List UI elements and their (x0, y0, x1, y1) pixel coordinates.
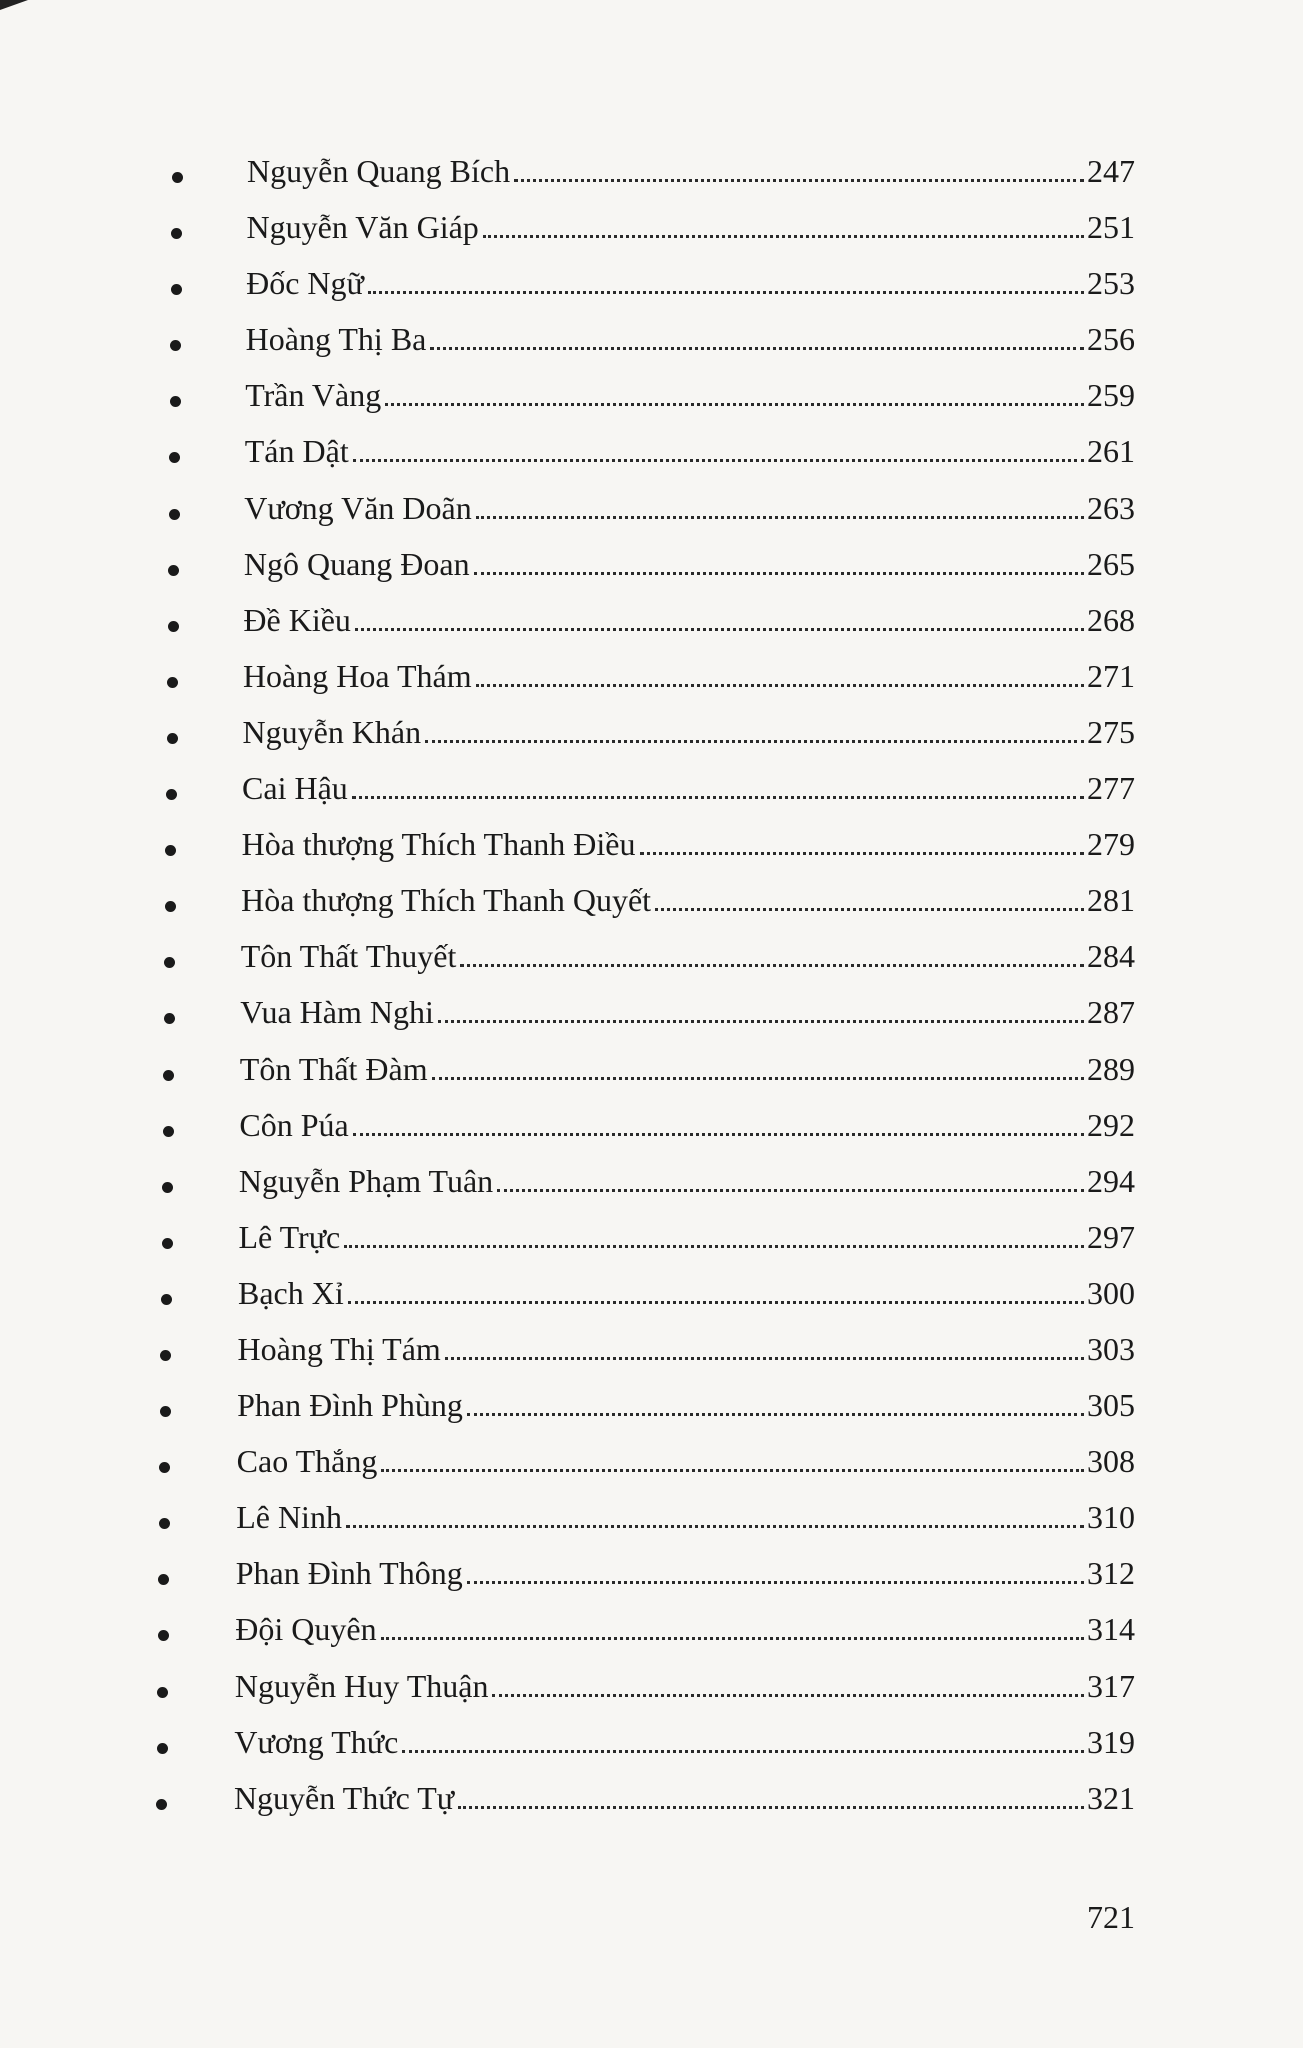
toc-entry-page: 268 (1087, 601, 1135, 638)
bullet-icon (167, 677, 178, 688)
toc-entry-line (246, 263, 1135, 303)
toc-entry-title: Vương Văn Doãn (244, 489, 472, 526)
toc-entry (0, 1778, 1303, 1834)
toc-entry-page: 317 (1087, 1667, 1135, 1704)
bullet-icon (161, 1294, 172, 1305)
dot-leader (385, 403, 1084, 406)
toc-entry-line (235, 1609, 1135, 1649)
toc-entry-page: 247 (1087, 153, 1135, 189)
toc-entry-title: Hoàng Thị Tám (237, 1330, 441, 1367)
scan-corner-mark (0, 0, 28, 10)
toc-entry-page: 271 (1087, 657, 1135, 694)
bullet-icon (163, 1070, 174, 1081)
dot-leader (381, 1637, 1084, 1640)
toc-entry-line (235, 1666, 1135, 1706)
toc-entry-page: 292 (1087, 1106, 1135, 1143)
toc-entry-title: Ngô Quang Đoan (243, 545, 470, 582)
bullet-icon (165, 901, 176, 912)
toc-entry-page: 300 (1087, 1274, 1135, 1311)
toc-entry-line (234, 1722, 1135, 1762)
toc-entry-page: 321 (1087, 1779, 1135, 1816)
bullet-icon (160, 1406, 171, 1417)
dot-leader (514, 179, 1084, 182)
toc-entry (0, 712, 1303, 768)
bullet-icon (171, 284, 182, 295)
dot-leader (460, 964, 1084, 967)
toc-entry-line (244, 544, 1135, 584)
bullet-icon (169, 452, 180, 463)
dot-leader (476, 684, 1084, 687)
toc-entry (0, 1105, 1303, 1161)
toc-entry-line (244, 488, 1135, 528)
dot-leader (655, 908, 1084, 911)
dot-leader (425, 740, 1084, 743)
toc-entry-line (239, 1161, 1135, 1201)
toc-entry-line (242, 768, 1135, 808)
bullet-icon (167, 733, 178, 744)
toc-entry-title: Đốc Ngữ (246, 265, 364, 302)
dot-leader (381, 1469, 1084, 1472)
toc-entry-title: Nguyễn Khán (242, 713, 422, 750)
toc-entry-page: 308 (1087, 1443, 1135, 1480)
toc-entry-title: Nguyễn Quang Bích (247, 153, 511, 189)
toc-entry-page: 303 (1087, 1330, 1135, 1367)
dot-leader (640, 852, 1085, 855)
toc-entry (0, 656, 1303, 712)
toc-entry-page: 310 (1087, 1499, 1135, 1536)
toc-entry-title: Cai Hậu (242, 770, 348, 807)
dot-leader (458, 1806, 1084, 1809)
toc-entry (0, 319, 1303, 375)
dot-leader (352, 796, 1084, 799)
bullet-icon (163, 1126, 174, 1137)
dot-leader (368, 291, 1084, 294)
toc-entry-line (236, 1553, 1135, 1593)
toc-entry (0, 1609, 1303, 1665)
toc-entry (0, 1273, 1303, 1329)
toc-entry-line (245, 375, 1135, 415)
dot-leader (432, 1077, 1084, 1080)
bullet-icon (164, 1013, 175, 1024)
toc-entry-line (243, 712, 1136, 752)
toc-entry-title: Bạch Xỉ (238, 1274, 344, 1311)
toc-entry (0, 880, 1303, 936)
toc-entry-line (245, 431, 1135, 471)
bullet-icon (168, 621, 179, 632)
toc-entry-page: 319 (1087, 1723, 1135, 1760)
dot-leader (353, 1133, 1084, 1136)
toc-entry (0, 1217, 1303, 1273)
toc-entry-title: Hòa thượng Thích Thanh Điều (241, 826, 636, 863)
toc-entry-page: 253 (1087, 265, 1135, 302)
page-number: 721 (1087, 1899, 1135, 1935)
bullet-icon (157, 1743, 168, 1754)
bullet-icon (170, 340, 181, 351)
toc-entry-title: Hòa thượng Thích Thanh Quyết (241, 882, 652, 919)
toc-entry-page: 277 (1087, 770, 1135, 807)
toc-entry (0, 1497, 1303, 1553)
dot-leader (497, 1189, 1084, 1192)
bullet-icon (157, 1687, 168, 1698)
dot-leader (438, 1020, 1084, 1023)
toc-entry-title: Nguyễn Thức Tự (233, 1779, 455, 1816)
toc-entry-title: Hoàng Thị Ba (245, 321, 427, 358)
toc-entry-line (237, 1441, 1135, 1481)
bullet-icon (159, 1518, 170, 1529)
toc-entry (0, 1049, 1303, 1105)
dot-leader (476, 516, 1084, 519)
dot-leader (467, 1581, 1084, 1584)
toc-entry-title: Nguyễn Phạm Tuân (238, 1162, 494, 1199)
toc-entry-page: 259 (1087, 377, 1135, 414)
toc-entry (0, 1329, 1303, 1385)
toc-entry-line (234, 1778, 1135, 1818)
toc-entry (0, 768, 1303, 824)
dot-leader (467, 1413, 1084, 1416)
toc-entry (0, 1722, 1303, 1778)
toc-entry (0, 207, 1303, 263)
toc-entry (0, 431, 1303, 487)
dot-leader (355, 628, 1084, 631)
toc-entry-title: Vua Hàm Nghi (240, 994, 434, 1031)
toc-entry-line (236, 1497, 1135, 1537)
toc-entry (0, 824, 1303, 880)
toc-entry-title: Hoàng Hoa Thám (242, 657, 472, 694)
toc-entry-page: 305 (1087, 1387, 1135, 1424)
bullet-icon (171, 228, 182, 239)
dot-leader (483, 235, 1084, 238)
toc-entry-page: 281 (1087, 882, 1135, 919)
toc-entry-page: 275 (1087, 713, 1135, 750)
toc-entry-title: Đề Kiều (243, 601, 351, 638)
bullet-icon (165, 845, 176, 856)
bullet-icon (159, 1462, 170, 1473)
toc-entry-line (247, 207, 1135, 247)
toc-entry (0, 936, 1303, 992)
toc-entry-page: 287 (1087, 994, 1135, 1031)
toc-entry-title: Phan Đình Thông (235, 1555, 463, 1592)
toc-entry (0, 151, 1303, 207)
toc-entry-line (243, 600, 1135, 640)
toc-entry-line (246, 319, 1135, 359)
toc-entry (0, 1441, 1303, 1497)
toc-entry-line (237, 1385, 1135, 1425)
toc-entry-page: 297 (1087, 1218, 1135, 1255)
toc-entry-line (240, 992, 1135, 1032)
bullet-icon (158, 1630, 169, 1641)
toc-entry-page: 279 (1087, 826, 1135, 863)
toc-entry-page: 294 (1087, 1162, 1135, 1199)
toc-entry-line (238, 1273, 1135, 1313)
dot-leader (353, 459, 1084, 462)
toc-entry-title: Nguyễn Huy Thuận (234, 1667, 489, 1704)
toc-entry-title: Tôn Thất Đàm (239, 1050, 428, 1087)
toc-entry-line (240, 1049, 1135, 1089)
bullet-icon (158, 1574, 169, 1585)
toc-entry (0, 1161, 1303, 1217)
toc-entry-title: Tôn Thất Thuyết (240, 938, 457, 975)
dot-leader (344, 1245, 1084, 1248)
dot-leader (402, 1750, 1084, 1753)
bullet-icon (169, 509, 180, 520)
toc-entry (0, 488, 1303, 544)
toc-entry-page: 251 (1087, 209, 1135, 246)
toc-entry-title: Đội Quyên (235, 1611, 377, 1648)
toc-entry-line (243, 656, 1135, 696)
toc-entry (0, 375, 1303, 431)
toc-entry-line (241, 880, 1135, 920)
toc-entry-page: 284 (1087, 938, 1135, 975)
toc-entry-line (242, 824, 1135, 864)
toc-entry-page: 289 (1087, 1050, 1135, 1087)
bullet-icon (172, 172, 183, 183)
bullet-icon (164, 957, 175, 968)
toc-entry (0, 992, 1303, 1048)
toc-entry (0, 263, 1303, 319)
toc-entry-title: Tán Dật (244, 433, 349, 470)
toc-entry-title: Phan Đình Phùng (237, 1387, 463, 1424)
toc-entry-title: Lê Trực (238, 1218, 341, 1255)
toc-entry-title: Cao Thắng (236, 1443, 378, 1480)
toc-entry (0, 1553, 1303, 1609)
toc-entry-title: Vương Thức (234, 1723, 399, 1760)
dot-leader (445, 1357, 1084, 1360)
bullet-icon (170, 396, 181, 407)
toc-entry-page: 261 (1087, 433, 1135, 470)
dot-leader (346, 1525, 1084, 1528)
toc-entry (0, 544, 1303, 600)
bullet-icon (160, 1350, 171, 1361)
toc-entry-line (241, 936, 1135, 976)
toc-entry-title: Lê Ninh (236, 1499, 342, 1536)
toc-entry-title: Nguyễn Văn Giáp (246, 209, 479, 246)
dot-leader (474, 572, 1084, 575)
toc-entry-line (238, 1329, 1135, 1369)
toc-entry-page: 263 (1087, 489, 1135, 526)
toc-entry-line (247, 151, 1135, 191)
toc-entry-title: Côn Púa (239, 1106, 349, 1143)
dot-leader (430, 347, 1084, 350)
toc-entry (0, 1666, 1303, 1722)
bullet-icon (156, 1799, 167, 1810)
toc-entry-page: 265 (1087, 545, 1135, 582)
toc-entry-line (238, 1217, 1135, 1257)
dot-leader (492, 1694, 1084, 1697)
table-of-contents (0, 151, 1303, 1834)
bullet-icon (162, 1182, 173, 1193)
toc-entry (0, 1385, 1303, 1441)
bullet-icon (168, 565, 179, 576)
dot-leader (348, 1301, 1084, 1304)
bullet-icon (162, 1238, 173, 1249)
toc-entry-line (239, 1105, 1135, 1145)
toc-entry-title: Trần Vàng (245, 377, 382, 414)
bullet-icon (166, 789, 177, 800)
toc-entry (0, 600, 1303, 656)
toc-entry-page: 314 (1087, 1611, 1135, 1648)
toc-entry-page: 256 (1087, 321, 1135, 358)
toc-entry-page: 312 (1087, 1555, 1135, 1592)
